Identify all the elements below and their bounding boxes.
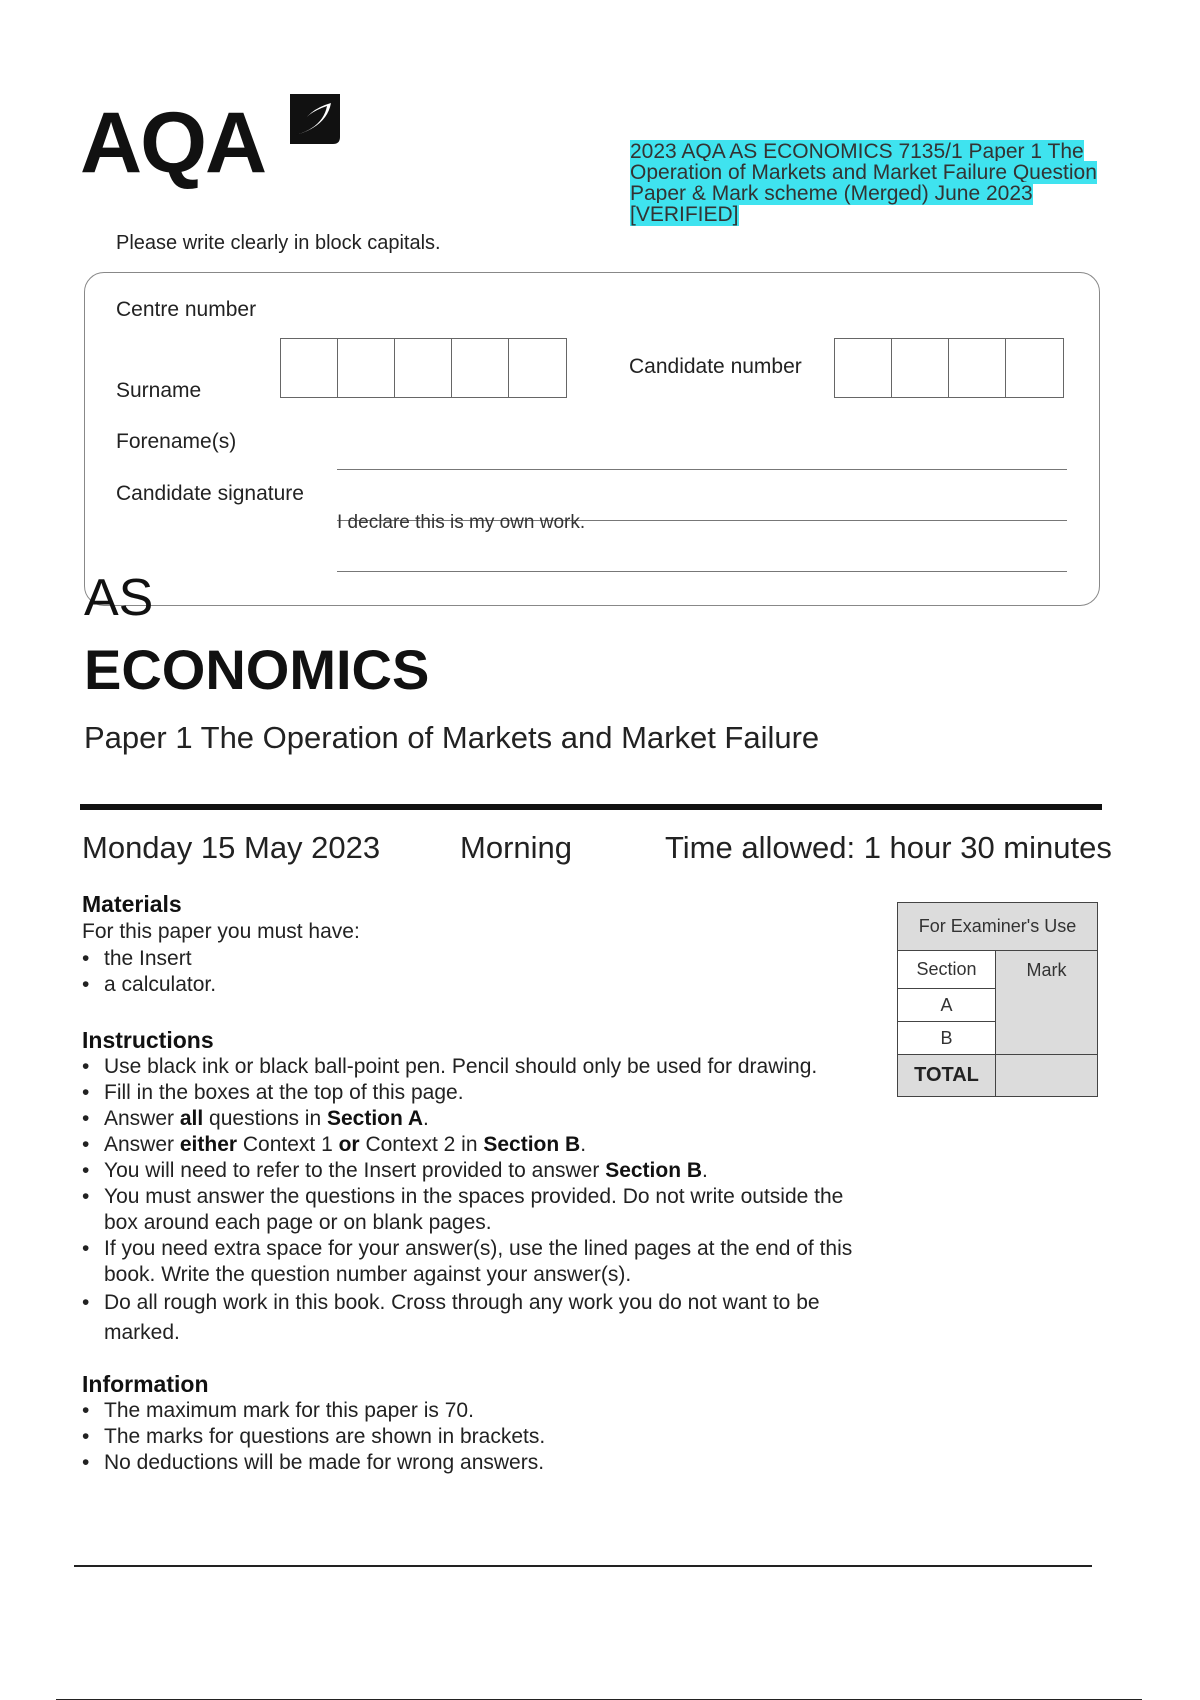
write-clearly-note: Please write clearly in block capitals.	[116, 232, 441, 254]
document-title-highlight	[630, 141, 1100, 225]
list-item: • If you need extra space for your answer(s), use the lined pages at the end of this book. Write the question number against your answer(s).	[82, 1236, 882, 1288]
forenames-write-line[interactable]	[337, 469, 1067, 470]
candidate-digit-box[interactable]	[1006, 339, 1063, 397]
aqa-logo-text: AQA	[80, 95, 266, 191]
list-item: • Fill in the boxes at the top of this page.	[82, 1080, 882, 1106]
footer-divider	[74, 1565, 1092, 1567]
centre-digit-box[interactable]	[509, 339, 566, 397]
candidate-digit-box[interactable]	[949, 339, 1006, 397]
aqa-leaf-icon	[287, 91, 343, 147]
centre-digit-box[interactable]	[395, 339, 452, 397]
examiner-use-table	[897, 902, 1098, 1097]
information-section	[82, 1370, 862, 1476]
candidate-number-boxes[interactable]	[834, 338, 1064, 398]
information-heading: Information	[82, 1371, 209, 1397]
time-allowed: Time allowed: 1 hour 30 minutes	[665, 830, 1112, 865]
instructions-list	[82, 1054, 882, 1348]
signature-label: Candidate signature	[116, 482, 304, 505]
list-item: • The marks for questions are shown in brackets.	[82, 1424, 862, 1450]
centre-digit-box[interactable]	[338, 339, 395, 397]
list-item: • The maximum mark for this paper is 70.	[82, 1398, 862, 1424]
materials-section	[82, 890, 862, 998]
candidate-details-box	[84, 272, 1100, 606]
section-b-cell: B	[898, 1022, 996, 1055]
surname-label: Surname	[116, 379, 202, 402]
aqa-logo	[80, 88, 350, 191]
examiner-table-title: For Examiner's Use	[898, 903, 1098, 951]
exam-session: Morning	[460, 830, 572, 865]
instructions-section	[82, 1026, 882, 1348]
exam-date: Monday 15 May 2023	[82, 830, 381, 865]
list-item: • You will need to refer to the Insert provided to answer Section B.	[82, 1158, 882, 1184]
title-divider	[80, 804, 1102, 810]
list-item: • Do all rough work in this book. Cross through any work you do not want to be marked.	[82, 1288, 882, 1348]
centre-number-label: Centre number	[116, 298, 257, 321]
candidate-digit-box[interactable]	[835, 339, 892, 397]
forenames-label: Forename(s)	[116, 430, 237, 453]
candidate-number-label: Candidate number	[629, 355, 802, 378]
extra-write-line[interactable]	[337, 571, 1067, 572]
list-item: • You must answer the questions in the spaces provided. Do not write outside the box around each page or on blank pages.	[82, 1184, 882, 1236]
centre-number-boxes[interactable]	[280, 338, 567, 398]
section-a-cell: A	[898, 989, 996, 1022]
list-item: • the Insert	[82, 946, 862, 972]
materials-intro: For this paper you must have:	[82, 920, 360, 943]
materials-heading: Materials	[82, 891, 182, 917]
section-column-header: Section	[898, 951, 996, 989]
information-list	[82, 1398, 862, 1476]
list-item: • No deductions will be made for wrong answers.	[82, 1450, 862, 1476]
total-mark-cell[interactable]	[996, 1055, 1098, 1097]
list-item: • a calculator.	[82, 972, 862, 998]
centre-digit-box[interactable]	[452, 339, 509, 397]
centre-digit-box[interactable]	[281, 339, 338, 397]
paper-title: Paper 1 The Operation of Markets and Market Failure	[84, 720, 820, 755]
document-title-text: 2023 AQA AS ECONOMICS 7135/1 Paper 1 The Operation of Markets and Market Failure Question Paper & Mark scheme (Merged) June 2023 [VERIFIED]	[630, 140, 1097, 226]
instructions-heading: Instructions	[82, 1027, 214, 1053]
list-item: • Answer all questions in Section A.	[82, 1106, 882, 1132]
candidate-digit-box[interactable]	[892, 339, 949, 397]
materials-list	[82, 946, 862, 998]
total-label-cell: TOTAL	[898, 1055, 996, 1097]
list-item: • Use black ink or black ball-point pen. Pencil should only be used for drawing.	[82, 1054, 882, 1080]
declaration-text: I declare this is my own work.	[337, 512, 586, 533]
mark-column-header: Mark	[996, 951, 1098, 1055]
subject-title: ECONOMICS	[84, 638, 430, 701]
list-item: • Answer either Context 1 or Context 2 in Section B.	[82, 1132, 882, 1158]
qualification-level: AS	[84, 569, 154, 627]
